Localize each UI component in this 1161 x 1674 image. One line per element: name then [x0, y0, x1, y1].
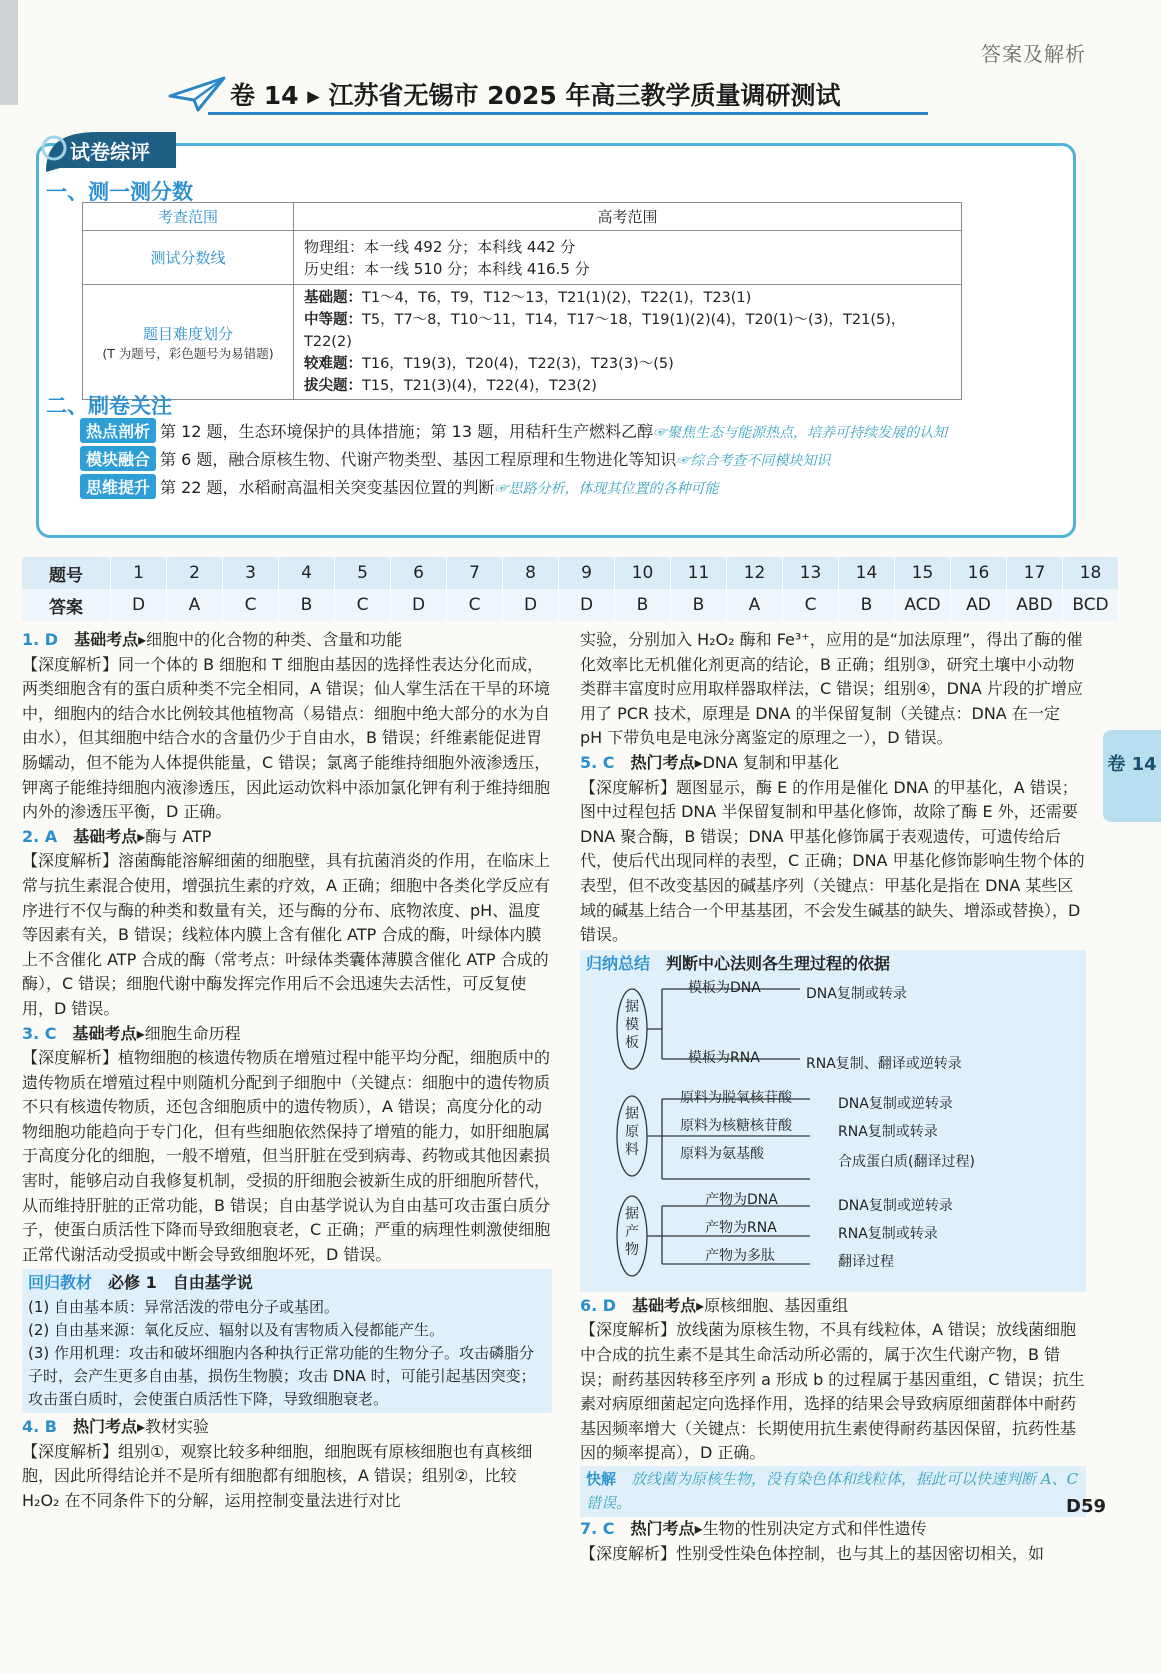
difficulty-value: T1～4，T6，T9，T12～13，T21(1)(2)，T22(1)，T23(1) [362, 290, 752, 306]
topic-kind: 热门考点 [73, 1417, 138, 1437]
question-number-cell: 7 [447, 557, 503, 589]
map-result: 合成蛋白质(翻译过程) [838, 1153, 975, 1170]
table-header-cell: 考查范围 [83, 203, 294, 231]
exam-title: 卷 14 ▸ 江苏省无锡市 2025 年高三教学质量调研测试 [230, 81, 841, 110]
focus-item [80, 418, 1070, 446]
score-line: 物理组：本一线 492 分；本科线 442 分 [304, 237, 576, 256]
answer-cell: ACD [895, 589, 951, 621]
question-heading [580, 1517, 1086, 1542]
question-number-cell: 18 [1063, 557, 1119, 589]
answer-cell: D [559, 589, 615, 621]
topic-text: ▸DNA 复制和甲基化 [694, 752, 839, 772]
focus-text: 第 6 题，融合原核生物、代谢产物类型、基因工程原理和生物进化等知识 [160, 450, 677, 469]
question-heading [22, 1022, 552, 1047]
question-number-cell: 10 [615, 557, 671, 589]
callout-tag: 快解 [586, 1469, 617, 1488]
table-row [22, 557, 1119, 589]
right-column [580, 628, 1086, 1566]
topic-kind: 基础考点 [632, 1295, 697, 1315]
paper-review-tab-label: 试卷综评 [70, 140, 150, 164]
textbook-callout [22, 1269, 552, 1413]
table-row [83, 231, 962, 285]
callout-line: (1) 自由基本质：异常活泼的带电分子或基团。 [28, 1298, 340, 1317]
answer-cell: C [783, 589, 839, 621]
section-heading-scores: 一、测一测分数 [46, 180, 193, 204]
callout-line: (3) 作用机理：攻击和破坏细胞内各种执行正常功能的生物分子。攻击磷脂分子时，会产生更多自由基，损伤生物膜；攻击 DNA 时，可能引起基因突变；攻击蛋白质时，会使蛋白质活性下降，导致细胞衰老。 [28, 1344, 536, 1409]
map-result: DNA复制或逆转录 [838, 1095, 953, 1112]
difficulty-key: 基础题： [304, 290, 362, 306]
question-number-cell: 11 [671, 557, 727, 589]
answer-cell: D [503, 589, 559, 621]
question-number-cell: 2 [167, 557, 223, 589]
callout-title: 必修 1 自由基学说 [108, 1273, 253, 1293]
question-number-cell: 16 [951, 557, 1007, 589]
callout-text: 放线菌为原核生物，没有染色体和线粒体，据此可以快速判断 A、C 错误。 [586, 1469, 1079, 1513]
table-header-cell: 高考范围 [294, 203, 962, 231]
map-branch: 模板为RNA [688, 1049, 760, 1066]
explanation-text: 【深度解析】放线菌为原核生物，不具有线粒体，A 错误；放线菌细胞中合成的抗生素不是其生命活动所必需的，属于次生代谢产物，B 错误；耐药基因转移至序列 a 形成 b 的过程属于基因重组，C 错误；抗生素对病原细菌起定向选择作用，选择的结果会导致病原细菌群体中耐药基因频率增大（关键点：长期使用抗生素使得耐药基因保留，抗药性基因的频率提高），D 正确。 [580, 1320, 1085, 1463]
answer-cell: B [279, 589, 335, 621]
question-heading [580, 751, 1086, 776]
question-heading [22, 628, 552, 653]
map-result: 翻译过程 [838, 1253, 894, 1270]
question-number: 4. B [22, 1417, 57, 1437]
paper-review-tab [40, 128, 180, 174]
quick-callout [580, 1466, 1086, 1517]
question-heading [22, 825, 552, 850]
explanation-text: 【深度解析】同一个体的 B 细胞和 T 细胞由基因的选择性表达分化而成，两类细胞含有的蛋白质种类不完全相同，A 错误；仙人掌生活在干旱的环境中，细胞内的结合水比例较其他植物高（易错点：细胞中绝大部分的水为自由水），但其细胞中结合水的含量仍少于自由水，B 错误；纤维素能促进胃肠蠕动，但不能为人体提供能量，C 错误；氯离子能维持细胞外液渗透压，钾离子能维持细胞内液渗透压，因此运动饮料中添加氯化钾有利于维持细胞内外的渗透压平衡，D 正确。 [22, 654, 551, 822]
answer-cell: ABD [1007, 589, 1063, 621]
explanation-text: 【深度解析】题图显示，酶 E 的作用是催化 DNA 的甲基化，A 错误；图中过程包括 DNA 半保留复制和甲基化修饰，故除了酶 E 外，还需要 DNA 聚合酶，B 错误；DNA 甲基化修饰属于表观遗传，可遗传给后代，使后代出现同样的表型，C 正确；DNA 甲基化修饰影响生物个体的表型，但不改变基因的碱基序列（关键点：甲基化是指在 DNA 某些区域的碱基上结合一个甲基基团，不会发生碱基的缺失、增添或替换），D 错误。 [580, 777, 1085, 945]
answer-cell: B [615, 589, 671, 621]
exam-title-bar [168, 74, 928, 114]
topic-text: ▸细胞生命历程 [136, 1023, 241, 1043]
topic-kind: 热门考点 [630, 752, 695, 772]
difficulty-value: T16，T19(3)，T20(4)，T22(3)，T23(3)～(5) [362, 356, 674, 372]
focus-note: ☞聚焦生态与能源热点，培养可持续发展的认知 [653, 425, 948, 441]
answer-cell: C [223, 589, 279, 621]
answer-table [22, 557, 1119, 621]
map-group-label: 据产物 [625, 1205, 639, 1258]
explanation-text: 实验，分别加入 H₂O₂ 酶和 Fe³⁺，应用的是“加法原理”，得出了酶的催化效率比无机催化剂更高的结论，B 正确；组别③，研究土壤中小动物类群丰富度时应用取样器取样法，C 错误；组别④，DNA 片段的扩增应用了 PCR 技术，原理是 DNA 的半保留复制（关键点：DNA 在一定 pH 下带负电是电泳分离鉴定的原理之一），D 错误。 [580, 630, 1083, 748]
map-result: RNA复制或转录 [838, 1225, 938, 1242]
question-number-cell: 15 [895, 557, 951, 589]
focus-chip: 热点剖析 [80, 418, 156, 443]
paper-plane-icon [168, 74, 228, 114]
map-branch: 产物为多肽 [705, 1247, 775, 1264]
difficulty-key: 中等题： [304, 312, 362, 328]
page-number: D59 [1066, 1496, 1106, 1517]
score-table [82, 202, 962, 400]
explanation-text: 【深度解析】性别受性染色体控制，也与其上的基因密切相关，如 [580, 1543, 1045, 1563]
difficulty-note: (T 为题号，彩色题号为易错题) [102, 345, 274, 361]
focus-item [80, 474, 1070, 502]
answer-cell: B [839, 589, 895, 621]
question-number: 6. D [580, 1295, 617, 1315]
callout-tag: 归纳总结 [586, 953, 651, 973]
question-number-cell: 9 [559, 557, 615, 589]
question-number-cell: 17 [1007, 557, 1063, 589]
map-result: RNA复制、翻译或逆转录 [806, 1055, 962, 1072]
answer-cell: D [391, 589, 447, 621]
focus-item [80, 446, 1070, 474]
map-branch: 产物为DNA [705, 1191, 778, 1208]
map-result: RNA复制或转录 [838, 1123, 938, 1140]
table-cell [294, 231, 962, 285]
table-header-cell: 答案 [22, 589, 111, 621]
table-row [22, 589, 1119, 621]
difficulty-key: 较难题： [304, 356, 362, 372]
explanation-text: 【深度解析】组别①，观察比较多种细胞，细胞既有原核细胞也有真核细胞，因此所得结论并不是所有细胞都有细胞核，A 错误；组别②，比较 H₂O₂ 在不同条件下的分解，运用控制变量法进行对比 [22, 1441, 533, 1510]
volume-side-tab: 卷 14 [1103, 730, 1161, 822]
topic-text: ▸原核细胞、基因重组 [696, 1295, 849, 1315]
question-number-cell: 6 [391, 557, 447, 589]
topic-kind: 基础考点 [74, 630, 139, 649]
table-cell [294, 285, 962, 400]
answer-cell: BCD [1063, 589, 1119, 621]
page-edge-mark [0, 0, 18, 105]
answer-cell: D [111, 589, 167, 621]
map-branch: 原料为氨基酸 [680, 1145, 764, 1162]
title-underline [208, 112, 928, 115]
callout-tag: 回归教材 [28, 1273, 93, 1293]
callout-heading [586, 952, 1080, 977]
question-number-cell: 13 [783, 557, 839, 589]
difficulty-value: T15，T21(3)(4)，T22(4)，T23(2) [362, 378, 597, 394]
difficulty-value: T5，T7～8，T10～11，T14，T17～18，T19(1)(2)(4)，T20(1)～(3)，T21(5)，T22(2) [304, 312, 906, 350]
difficulty-line [304, 287, 951, 309]
question-number: 2. A [22, 826, 58, 846]
question-number-cell: 3 [223, 557, 279, 589]
question-heading [22, 1415, 552, 1440]
explanation-text: 【深度解析】植物细胞的核遗传物质在增殖过程中能平均分配，细胞质中的遗传物质在增殖过程中则随机分配到子细胞中（关键点：细胞中的遗传物质不只有核遗传物质，还包含细胞质中的遗传物质），A 错误；高度分化的动物细胞功能趋向于专门化，但有些细胞依然保持了增殖的能力，如肝细胞属于高度分化的细胞，一般不增殖，但当肝脏在受到病毒、药物或其他因素损害时，能够启动自我修复机制，受损的肝细胞会被新生成的肝细胞所替代，从而维持肝脏的正常功能，B 错误；自由基学说认为自由基可攻击蛋白质分子，使蛋白质活性下降而导致细胞衰老，C 正确；严重的病理性刺激使细胞正常代谢活动受损或中断会导致细胞坏死，D 错误。 [22, 1048, 551, 1264]
question-number-cell: 8 [503, 557, 559, 589]
focus-text: 第 12 题，生态环境保护的具体措施；第 13 题，用秸秆生产燃料乙醇 [160, 422, 654, 441]
answer-cell: AD [951, 589, 1007, 621]
focus-list [80, 418, 1070, 502]
topic-text: ▸教材实验 [137, 1417, 210, 1437]
score-line: 历史组：本一线 510 分；本科线 416.5 分 [304, 259, 590, 278]
question-number: 7. C [580, 1519, 615, 1539]
topic-text: ▸细胞中的化合物的种类、含量和功能 [138, 630, 403, 649]
question-number-cell: 1 [111, 557, 167, 589]
map-branch: 产物为RNA [705, 1219, 777, 1236]
table-header-cell: 题号 [22, 557, 111, 589]
focus-note: ☞综合考查不同模块知识 [676, 453, 831, 469]
summary-callout [580, 950, 1086, 1292]
focus-chip: 模块融合 [80, 446, 156, 471]
corner-label: 答案及解析 [981, 42, 1086, 66]
question-number-cell: 5 [335, 557, 391, 589]
map-result: DNA复制或逆转录 [838, 1197, 953, 1214]
answer-cell: A [167, 589, 223, 621]
focus-chip: 思维提升 [80, 474, 156, 499]
question-number-cell: 12 [727, 557, 783, 589]
topic-text: ▸生物的性别决定方式和伴性遗传 [694, 1519, 927, 1539]
question-number: 5. C [580, 752, 615, 772]
topic-kind: 热门考点 [630, 1519, 695, 1539]
difficulty-line [304, 375, 951, 397]
difficulty-line [304, 353, 951, 375]
question-number: 1. D [22, 630, 59, 649]
difficulty-key: 拔尖题： [304, 378, 362, 394]
map-group-label: 据原料 [625, 1105, 639, 1158]
left-column [22, 628, 552, 1513]
question-number: 3. C [22, 1023, 57, 1043]
map-branch: 模板为DNA [688, 979, 761, 996]
question-number-cell: 4 [279, 557, 335, 589]
map-result: DNA复制或转录 [806, 985, 907, 1002]
focus-text: 第 22 题，水稻耐高温相关突变基因位置的判断 [160, 478, 495, 497]
map-branch: 原料为核糖核苷酸 [680, 1117, 792, 1134]
difficulty-line [304, 309, 951, 353]
callout-title: 判断中心法则各生理过程的依据 [666, 953, 891, 973]
topic-kind: 基础考点 [73, 826, 138, 846]
answer-cell: B [671, 589, 727, 621]
answer-cell: C [447, 589, 503, 621]
callout-heading [28, 1271, 546, 1296]
answer-cell: C [335, 589, 391, 621]
answer-cell: A [727, 589, 783, 621]
question-number-cell: 14 [839, 557, 895, 589]
question-heading [580, 1294, 1086, 1319]
table-row-label [83, 285, 294, 400]
difficulty-label: 题目难度划分 [142, 324, 233, 343]
callout-line: (2) 自由基来源：氧化反应、辐射以及有害物质入侵都能产生。 [28, 1321, 445, 1340]
explanation-text: 【深度解析】溶菌酶能溶解细菌的细胞壁，具有抗菌消炎的作用，在临床上常与抗生素混合使用，增强抗生素的疗效，A 正确；细胞中各类化学反应有序进行不仅与酶的种类和数量有关，还与酶的分布、底物浓度、pH、温度等因素有关，B 错误；线粒体内膜上含有催化 ATP 合成的酶，叶绿体内膜上不含催化 ATP 合成的酶（常考点：叶绿体类囊体薄膜含催化 ATP 合成的酶），C 错误；细胞代谢中酶发挥完作用后不会迅速失去活性，可反复使用，D 错误。 [22, 851, 551, 1018]
central-dogma-map [580, 974, 1080, 1284]
focus-note: ☞思路分析，体现其位置的各种可能 [494, 481, 719, 497]
table-row [83, 285, 962, 400]
map-group-label: 据模板 [625, 998, 639, 1051]
section-heading-focus: 二、刷卷关注 [46, 394, 172, 418]
map-branch: 原料为脱氧核苷酸 [680, 1089, 792, 1106]
topic-text: ▸酶与 ATP [137, 826, 212, 846]
table-row [83, 203, 962, 231]
table-row-label: 测试分数线 [83, 231, 294, 285]
topic-kind: 基础考点 [72, 1023, 137, 1043]
